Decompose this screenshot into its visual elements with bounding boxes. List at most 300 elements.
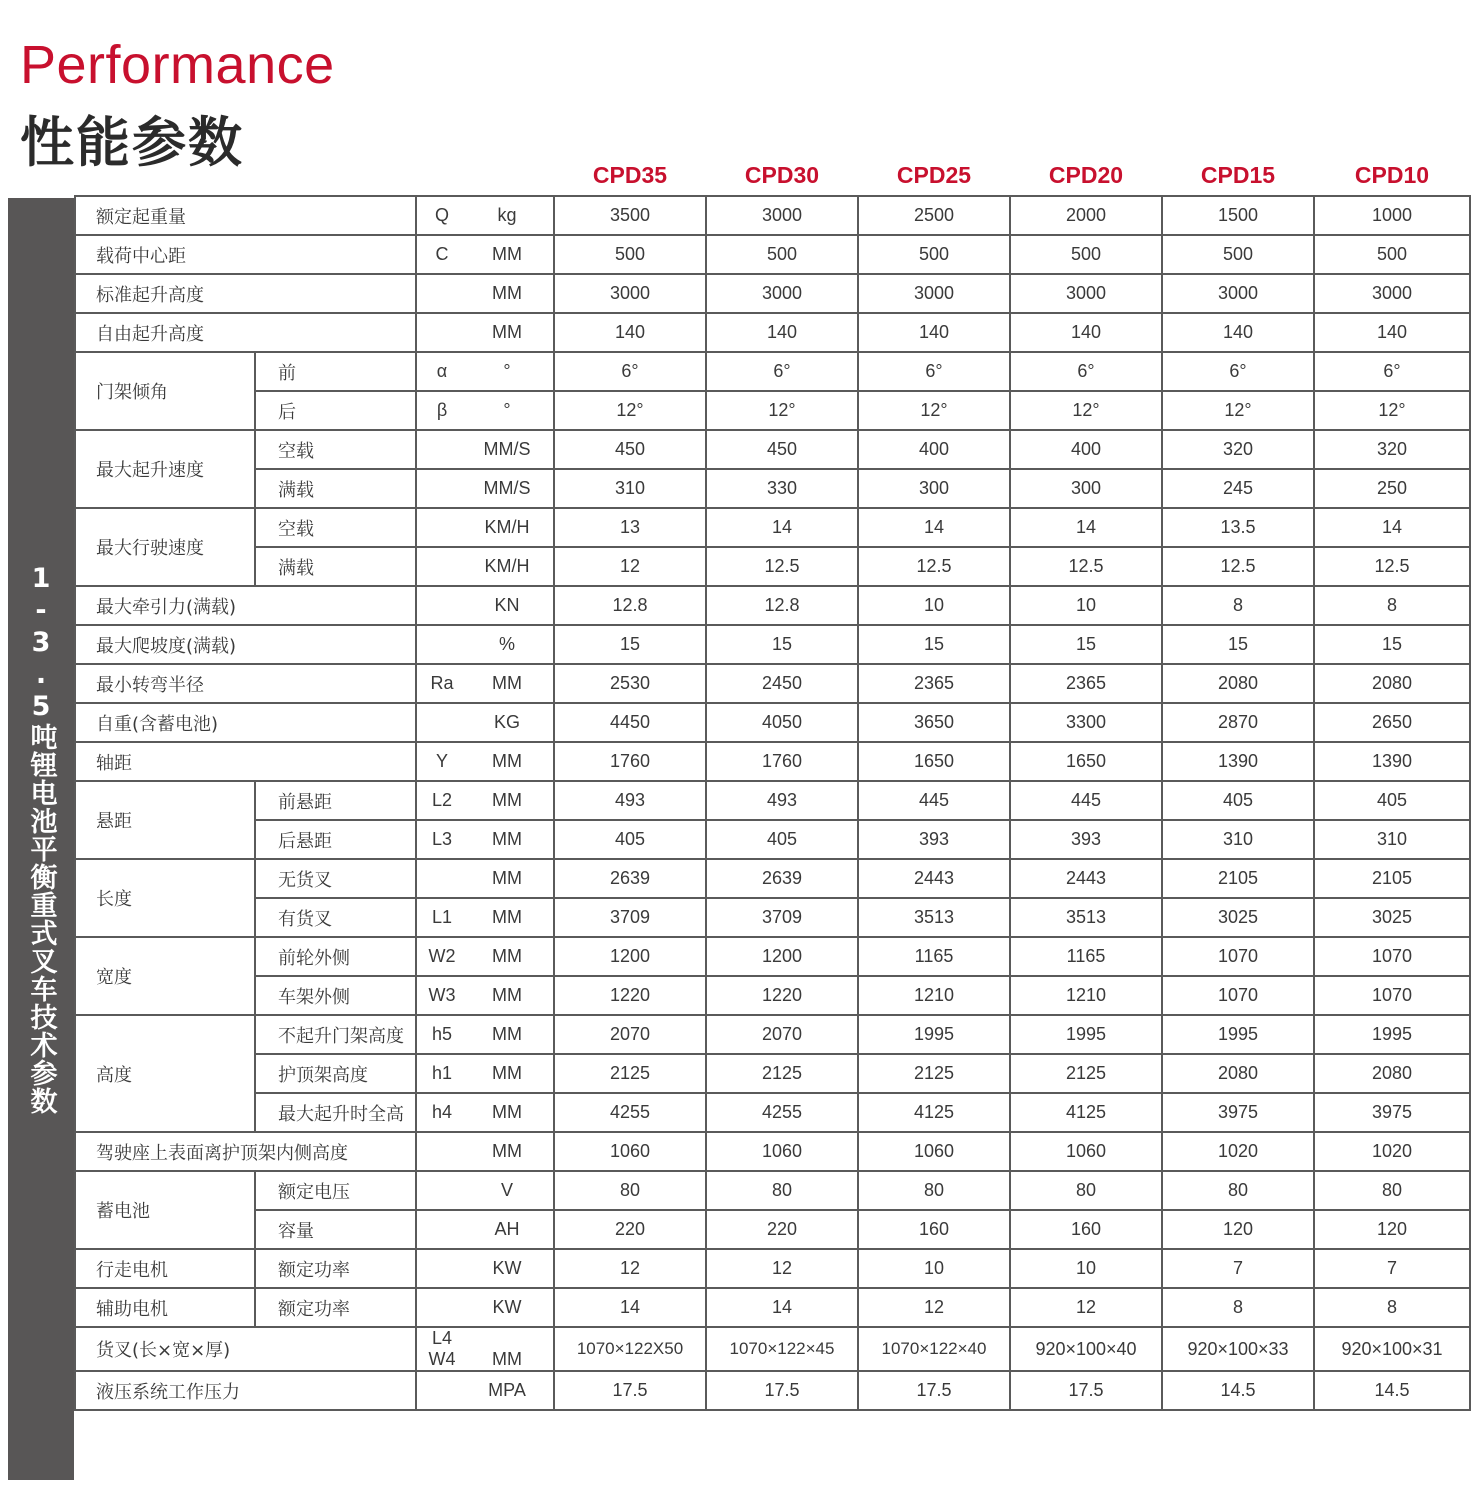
table-row <box>75 547 1470 586</box>
row-label: 驾驶座上表面离护顶架内侧高度 <box>75 1132 416 1171</box>
value-cpd15: 3000 <box>1162 274 1314 313</box>
model-header-cpd30: CPD30 <box>744 161 820 188</box>
value-cpd20: 3513 <box>1010 898 1162 937</box>
value-cpd10: 2105 <box>1314 859 1470 898</box>
value-cpd20: 1060 <box>1010 1132 1162 1171</box>
symbol-unit-cell <box>416 469 554 508</box>
row-symbol: h1 <box>431 1063 453 1083</box>
value-cpd35: 310 <box>554 469 706 508</box>
value-cpd25: 12 <box>858 1288 1010 1327</box>
row-group-label: 蓄电池 <box>75 1171 255 1249</box>
row-sub-label: 容量 <box>255 1210 416 1249</box>
symbol-unit-cell <box>416 781 554 820</box>
table-row <box>75 742 1470 781</box>
value-cpd35: 1220 <box>554 976 706 1015</box>
symbol-unit-cell <box>416 1054 554 1093</box>
row-symbol: α <box>436 361 448 381</box>
row-unit: MM <box>492 322 522 342</box>
value-cpd15: 8 <box>1162 586 1314 625</box>
row-unit: MM <box>492 751 522 771</box>
row-unit: kg <box>497 205 517 225</box>
value-cpd30: 1200 <box>706 937 858 976</box>
table-row <box>75 1054 1470 1093</box>
value-cpd20: 12 <box>1010 1288 1162 1327</box>
symbol-unit-cell <box>416 1249 554 1288</box>
value-cpd35: 4255 <box>554 1093 706 1132</box>
symbol-unit-cell <box>416 430 554 469</box>
table-row <box>75 781 1470 820</box>
row-sub-label: 不起升门架高度 <box>255 1015 416 1054</box>
value-cpd20: 2125 <box>1010 1054 1162 1093</box>
row-sub-label: 护顶架高度 <box>255 1054 416 1093</box>
value-cpd25: 1165 <box>858 937 1010 976</box>
symbol-unit-cell <box>416 625 554 664</box>
row-group-label: 宽度 <box>75 937 255 1015</box>
value-cpd15: 13.5 <box>1162 508 1314 547</box>
symbol-unit-cell <box>416 898 554 937</box>
row-label: 自由起升高度 <box>75 313 416 352</box>
value-cpd15: 2105 <box>1162 859 1314 898</box>
symbol-unit-cell <box>416 820 554 859</box>
value-cpd20: 140 <box>1010 313 1162 352</box>
row-unit: AH <box>494 1219 520 1239</box>
symbol-unit-cell <box>416 391 554 430</box>
row-label: 最大爬坡度(满载) <box>75 625 416 664</box>
row-unit: MM <box>492 829 522 849</box>
value-cpd30: 3000 <box>706 196 858 235</box>
value-cpd30: 220 <box>706 1210 858 1249</box>
row-unit: MM <box>492 790 522 810</box>
row-group-label: 悬距 <box>75 781 255 859</box>
row-unit: MPA <box>488 1380 526 1400</box>
row-sub-label: 车架外侧 <box>255 976 416 1015</box>
value-cpd20: 1995 <box>1010 1015 1162 1054</box>
value-cpd10: 920×100×31 <box>1314 1327 1470 1371</box>
value-cpd15: 1070 <box>1162 937 1314 976</box>
value-cpd30: 1060 <box>706 1132 858 1171</box>
value-cpd25: 2443 <box>858 859 1010 898</box>
table-row <box>75 1171 1470 1210</box>
table-row <box>75 1093 1470 1132</box>
value-cpd25: 500 <box>858 235 1010 274</box>
table-row <box>75 1210 1470 1249</box>
row-sub-label: 满载 <box>255 469 416 508</box>
symbol-unit-cell <box>416 742 554 781</box>
value-cpd30: 4255 <box>706 1093 858 1132</box>
row-unit: ° <box>503 400 511 420</box>
row-sub-label: 空载 <box>255 430 416 469</box>
symbol-unit-cell <box>416 664 554 703</box>
value-cpd35: 450 <box>554 430 706 469</box>
row-unit: MM <box>492 673 522 693</box>
value-cpd35: 405 <box>554 820 706 859</box>
value-cpd30: 12° <box>706 391 858 430</box>
table-row <box>75 586 1470 625</box>
symbol-unit-cell <box>416 1288 554 1327</box>
table-row <box>75 352 1470 391</box>
value-cpd30: 12.8 <box>706 586 858 625</box>
symbol-unit-cell <box>416 352 554 391</box>
row-sub-label: 满载 <box>255 547 416 586</box>
symbol-unit-cell <box>416 937 554 976</box>
table-row <box>75 859 1470 898</box>
model-header-cpd20: CPD20 <box>1048 161 1124 188</box>
table-row <box>75 274 1470 313</box>
value-cpd25: 300 <box>858 469 1010 508</box>
row-label: 轴距 <box>75 742 416 781</box>
row-unit: ° <box>503 361 511 381</box>
row-sub-label: 无货叉 <box>255 859 416 898</box>
row-unit: MM <box>492 1141 522 1161</box>
table-row <box>75 1249 1470 1288</box>
value-cpd15: 920×100×33 <box>1162 1327 1314 1371</box>
value-cpd25: 2500 <box>858 196 1010 235</box>
value-cpd20: 1210 <box>1010 976 1162 1015</box>
value-cpd20: 2443 <box>1010 859 1162 898</box>
value-cpd20: 80 <box>1010 1171 1162 1210</box>
value-cpd10: 1070 <box>1314 937 1470 976</box>
value-cpd20: 4125 <box>1010 1093 1162 1132</box>
value-cpd25: 3513 <box>858 898 1010 937</box>
row-unit: MM <box>492 244 522 264</box>
value-cpd25: 10 <box>858 1249 1010 1288</box>
value-cpd35: 1200 <box>554 937 706 976</box>
value-cpd15: 12° <box>1162 391 1314 430</box>
value-cpd10: 7 <box>1314 1249 1470 1288</box>
value-cpd35: 13 <box>554 508 706 547</box>
value-cpd25: 6° <box>858 352 1010 391</box>
value-cpd30: 493 <box>706 781 858 820</box>
value-cpd10: 320 <box>1314 430 1470 469</box>
value-cpd10: 1390 <box>1314 742 1470 781</box>
row-symbol: Y <box>435 751 448 771</box>
row-sub-label: 有货叉 <box>255 898 416 937</box>
value-cpd30: 12.5 <box>706 547 858 586</box>
value-cpd35: 4450 <box>554 703 706 742</box>
row-unit: % <box>498 634 515 654</box>
value-cpd15: 2870 <box>1162 703 1314 742</box>
spec-table <box>74 155 1471 1411</box>
title-chinese: 性能参数 <box>20 111 244 174</box>
value-cpd25: 160 <box>858 1210 1010 1249</box>
value-cpd25: 3650 <box>858 703 1010 742</box>
row-label: 液压系统工作压力 <box>75 1371 416 1410</box>
value-cpd15: 245 <box>1162 469 1314 508</box>
row-group-label: 长度 <box>75 859 255 937</box>
row-sub-label: 后 <box>255 391 416 430</box>
row-label: 载荷中心距 <box>75 235 416 274</box>
row-group-label: 门架倾角 <box>75 352 255 430</box>
row-sub-label: 前 <box>255 352 416 391</box>
row-symbol: Q <box>434 205 449 225</box>
value-cpd35: 2639 <box>554 859 706 898</box>
row-label: 货叉(长×宽×厚) <box>75 1327 416 1371</box>
value-cpd35: 2530 <box>554 664 706 703</box>
value-cpd30: 14 <box>706 1288 858 1327</box>
value-cpd10: 1995 <box>1314 1015 1470 1054</box>
row-unit: MM/S <box>483 439 531 459</box>
symbol-unit-cell <box>416 235 554 274</box>
value-cpd30: 17.5 <box>706 1371 858 1410</box>
row-unit: KW <box>492 1297 522 1317</box>
row-symbol: L4 W4 <box>428 1328 456 1369</box>
value-cpd25: 2125 <box>858 1054 1010 1093</box>
row-sub-label: 额定电压 <box>255 1171 416 1210</box>
value-cpd35: 15 <box>554 625 706 664</box>
row-unit: MM <box>492 946 522 966</box>
value-cpd15: 80 <box>1162 1171 1314 1210</box>
value-cpd10: 405 <box>1314 781 1470 820</box>
value-cpd30: 2639 <box>706 859 858 898</box>
value-cpd20: 3300 <box>1010 703 1162 742</box>
value-cpd25: 10 <box>858 586 1010 625</box>
value-cpd20: 12° <box>1010 391 1162 430</box>
row-label: 标准起升高度 <box>75 274 416 313</box>
value-cpd20: 920×100×40 <box>1010 1327 1162 1371</box>
table-row <box>75 430 1470 469</box>
value-cpd20: 445 <box>1010 781 1162 820</box>
value-cpd35: 12° <box>554 391 706 430</box>
row-unit: MM <box>492 1102 522 1122</box>
row-symbol: β <box>436 400 448 420</box>
value-cpd15: 3975 <box>1162 1093 1314 1132</box>
table-row <box>75 469 1470 508</box>
title-english: Performance <box>20 35 335 95</box>
symbol-unit-cell <box>416 1327 554 1371</box>
value-cpd15: 2080 <box>1162 1054 1314 1093</box>
table-row <box>75 703 1470 742</box>
row-unit: MM <box>492 1063 522 1083</box>
value-cpd10: 310 <box>1314 820 1470 859</box>
value-cpd30: 14 <box>706 508 858 547</box>
row-sub-label: 前悬距 <box>255 781 416 820</box>
row-label: 最小转弯半径 <box>75 664 416 703</box>
value-cpd30: 1070×122×45 <box>706 1327 858 1371</box>
symbol-unit-cell <box>416 547 554 586</box>
value-cpd15: 320 <box>1162 430 1314 469</box>
value-cpd20: 2000 <box>1010 196 1162 235</box>
value-cpd10: 250 <box>1314 469 1470 508</box>
symbol-unit-cell <box>416 1171 554 1210</box>
value-cpd35: 12.8 <box>554 586 706 625</box>
table-row <box>75 1015 1470 1054</box>
value-cpd20: 2365 <box>1010 664 1162 703</box>
value-cpd25: 14 <box>858 508 1010 547</box>
value-cpd35: 3500 <box>554 196 706 235</box>
value-cpd30: 2125 <box>706 1054 858 1093</box>
value-cpd15: 1390 <box>1162 742 1314 781</box>
symbol-unit-cell <box>416 1132 554 1171</box>
value-cpd35: 1760 <box>554 742 706 781</box>
value-cpd20: 3000 <box>1010 274 1162 313</box>
value-cpd25: 445 <box>858 781 1010 820</box>
value-cpd10: 15 <box>1314 625 1470 664</box>
row-unit: KN <box>494 595 520 615</box>
row-symbol: h4 <box>431 1102 453 1122</box>
value-cpd25: 1210 <box>858 976 1010 1015</box>
value-cpd20: 1650 <box>1010 742 1162 781</box>
value-cpd15: 6° <box>1162 352 1314 391</box>
value-cpd20: 1165 <box>1010 937 1162 976</box>
value-cpd10: 80 <box>1314 1171 1470 1210</box>
value-cpd20: 393 <box>1010 820 1162 859</box>
value-cpd20: 10 <box>1010 1249 1162 1288</box>
row-label: 额定起重量 <box>75 196 416 235</box>
row-symbol: W2 <box>428 946 456 966</box>
row-unit: MM <box>492 907 522 927</box>
row-unit: MM <box>492 1349 522 1369</box>
value-cpd15: 405 <box>1162 781 1314 820</box>
value-cpd15: 1020 <box>1162 1132 1314 1171</box>
value-cpd35: 12 <box>554 1249 706 1288</box>
symbol-unit-cell <box>416 976 554 1015</box>
row-sub-label: 最大起升时全高 <box>255 1093 416 1132</box>
value-cpd25: 1070×122×40 <box>858 1327 1010 1371</box>
value-cpd35: 3709 <box>554 898 706 937</box>
row-symbol: Ra <box>430 673 454 693</box>
value-cpd25: 80 <box>858 1171 1010 1210</box>
table-row <box>75 820 1470 859</box>
value-cpd20: 400 <box>1010 430 1162 469</box>
value-cpd30: 2070 <box>706 1015 858 1054</box>
value-cpd20: 10 <box>1010 586 1162 625</box>
value-cpd15: 1070 <box>1162 976 1314 1015</box>
row-sub-label: 额定功率 <box>255 1288 416 1327</box>
table-row <box>75 196 1470 235</box>
value-cpd30: 12 <box>706 1249 858 1288</box>
spec-table-body <box>75 196 1470 1410</box>
value-cpd25: 140 <box>858 313 1010 352</box>
table-row <box>75 235 1470 274</box>
value-cpd20: 15 <box>1010 625 1162 664</box>
row-unit: KM/H <box>484 517 530 537</box>
symbol-unit-cell <box>416 1371 554 1410</box>
value-cpd30: 15 <box>706 625 858 664</box>
symbol-unit-cell <box>416 1015 554 1054</box>
value-cpd35: 3000 <box>554 274 706 313</box>
value-cpd10: 140 <box>1314 313 1470 352</box>
table-row <box>75 391 1470 430</box>
table-row <box>75 1371 1470 1410</box>
row-unit: MM <box>492 1024 522 1044</box>
value-cpd10: 3025 <box>1314 898 1470 937</box>
value-cpd20: 500 <box>1010 235 1162 274</box>
row-symbol: W3 <box>428 985 456 1005</box>
value-cpd10: 3000 <box>1314 274 1470 313</box>
model-header-cpd35: CPD35 <box>592 161 668 188</box>
value-cpd25: 4125 <box>858 1093 1010 1132</box>
symbol-unit-cell <box>416 859 554 898</box>
value-cpd30: 140 <box>706 313 858 352</box>
value-cpd35: 6° <box>554 352 706 391</box>
value-cpd25: 12.5 <box>858 547 1010 586</box>
value-cpd30: 1760 <box>706 742 858 781</box>
value-cpd30: 4050 <box>706 703 858 742</box>
value-cpd35: 2125 <box>554 1054 706 1093</box>
value-cpd25: 1650 <box>858 742 1010 781</box>
value-cpd20: 12.5 <box>1010 547 1162 586</box>
value-cpd15: 12.5 <box>1162 547 1314 586</box>
value-cpd25: 15 <box>858 625 1010 664</box>
row-group-label: 最大起升速度 <box>75 430 255 508</box>
side-label-bar <box>8 198 74 1480</box>
row-symbol: C <box>435 244 449 264</box>
value-cpd30: 2450 <box>706 664 858 703</box>
table-row <box>75 625 1470 664</box>
value-cpd25: 1060 <box>858 1132 1010 1171</box>
header-spacer <box>75 155 554 196</box>
value-cpd30: 6° <box>706 352 858 391</box>
value-cpd15: 140 <box>1162 313 1314 352</box>
row-symbol: L2 <box>431 790 453 810</box>
value-cpd35: 17.5 <box>554 1371 706 1410</box>
value-cpd15: 14.5 <box>1162 1371 1314 1410</box>
value-cpd15: 120 <box>1162 1210 1314 1249</box>
model-header-cpd15: CPD15 <box>1200 161 1276 188</box>
value-cpd35: 220 <box>554 1210 706 1249</box>
row-unit: KW <box>492 1258 522 1278</box>
value-cpd15: 7 <box>1162 1249 1314 1288</box>
row-group-label: 高度 <box>75 1015 255 1132</box>
row-symbol: L1 <box>431 907 453 927</box>
row-group-label: 行走电机 <box>75 1249 255 1288</box>
value-cpd10: 6° <box>1314 352 1470 391</box>
side-label-text: 1-3.5吨锂电池平衡重式叉车技术参数 <box>25 563 57 1115</box>
row-unit: V <box>500 1180 513 1200</box>
value-cpd25: 12° <box>858 391 1010 430</box>
value-cpd20: 17.5 <box>1010 1371 1162 1410</box>
value-cpd10: 12° <box>1314 391 1470 430</box>
value-cpd10: 2080 <box>1314 664 1470 703</box>
value-cpd35: 140 <box>554 313 706 352</box>
value-cpd15: 310 <box>1162 820 1314 859</box>
value-cpd15: 8 <box>1162 1288 1314 1327</box>
value-cpd10: 14 <box>1314 508 1470 547</box>
value-cpd25: 393 <box>858 820 1010 859</box>
row-sub-label: 前轮外侧 <box>255 937 416 976</box>
value-cpd30: 500 <box>706 235 858 274</box>
value-cpd10: 1020 <box>1314 1132 1470 1171</box>
value-cpd35: 1070×122X50 <box>554 1327 706 1371</box>
row-label: 最大牵引力(满载) <box>75 586 416 625</box>
value-cpd10: 2080 <box>1314 1054 1470 1093</box>
table-row <box>75 1132 1470 1171</box>
row-label: 自重(含蓄电池) <box>75 703 416 742</box>
row-symbol: L3 <box>431 829 453 849</box>
value-cpd30: 1220 <box>706 976 858 1015</box>
symbol-unit-cell <box>416 1093 554 1132</box>
value-cpd25: 3000 <box>858 274 1010 313</box>
value-cpd10: 1070 <box>1314 976 1470 1015</box>
value-cpd25: 17.5 <box>858 1371 1010 1410</box>
value-cpd15: 500 <box>1162 235 1314 274</box>
value-cpd35: 80 <box>554 1171 706 1210</box>
value-cpd35: 14 <box>554 1288 706 1327</box>
value-cpd30: 80 <box>706 1171 858 1210</box>
value-cpd35: 12 <box>554 547 706 586</box>
value-cpd20: 160 <box>1010 1210 1162 1249</box>
table-row <box>75 937 1470 976</box>
value-cpd25: 2365 <box>858 664 1010 703</box>
row-unit: MM <box>492 283 522 303</box>
row-unit: MM <box>492 985 522 1005</box>
table-row <box>75 1327 1470 1371</box>
row-unit: KM/H <box>484 556 530 576</box>
symbol-unit-cell <box>416 274 554 313</box>
value-cpd30: 330 <box>706 469 858 508</box>
row-sub-label: 额定功率 <box>255 1249 416 1288</box>
value-cpd15: 1500 <box>1162 196 1314 235</box>
